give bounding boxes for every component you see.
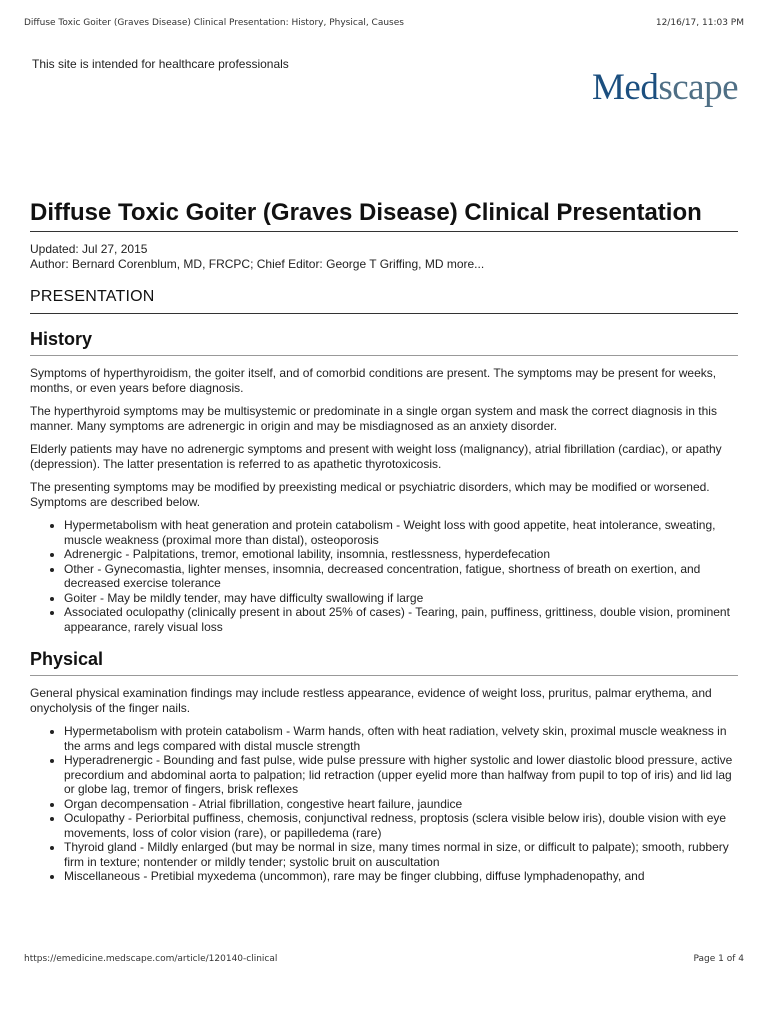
list-item: • Oculopathy - Periorbital puffiness, chemosis, conjunctival redness, proptosis (sclera visible below iris), double vision with eye movements, loss of color vision (rare), or papilledema (rare) [64,811,738,840]
list-item: • Hypermetabolism with heat generation and protein catabolism - Weight loss with good appetite, heat intolerance, sweating, muscle weakness (proximal more than distal), osteoporosis [64,518,738,547]
list-item: • Other - Gynecomastia, lighter menses, insomnia, decreased concentration, fatigue, shortness of breath on exertion, and decreased exercise tolerance [64,562,738,591]
history-paragraph: The hyperthyroid symptoms may be multisystemic or predominate in a single organ system and mask the correct diagnosis in this manner. Many symptoms are adrenergic in origin and may be misdiagnosed as an anxiety disorder. [30,404,717,433]
logo-part-med: Med [592,67,659,108]
list-item: • Goiter - May be mildly tender, may have difficulty swallowing if large [64,591,738,606]
article-content [30,198,738,888]
list-item: • Thyroid gland - Mildly enlarged (but may be normal in size, many times normal in size, or difficult to palpate); smooth, rubbery firm in texture; nontender or mildly tender; systolic bruit on auscultation [64,840,738,869]
professional-notice: This site is intended for healthcare professionals [32,57,289,71]
list-item: • Miscellaneous - Pretibial myxedema (uncommon), rare may be finger clubbing, diffuse lymphadenopathy, and [64,869,738,884]
section-divider [30,313,738,314]
physical-heading: Physical [30,649,104,669]
physical-paragraph: General physical examination findings may include restless appearance, evidence of weight loss, pruritus, palmar erythema, and onycholysis of the finger nails. [30,686,712,715]
history-symptom-list [30,518,738,634]
physical-findings-list [30,724,738,884]
print-footer [24,954,744,964]
history-paragraph: The presenting symptoms may be modified by preexisting medical or psychiatric disorders, which may be modified or worsened. Symptoms are described below. [30,480,710,509]
history-heading: History [30,329,93,349]
print-header [24,18,744,28]
print-doc-title: Diffuse Toxic Goiter (Graves Disease) Clinical Presentation: History, Physical, Causes [24,18,404,28]
logo-part-scape: scape [658,67,738,108]
print-timestamp: 12/16/17, 11:03 PM [655,18,744,28]
list-item: • Adrenergic - Palpitations, tremor, emotional lability, insomnia, restlessness, hyperdefecation [64,547,738,562]
article-title: Diffuse Toxic Goiter (Graves Disease) Clinical Presentation [30,199,702,226]
page-number: Page 1 of 4 [693,954,744,964]
history-paragraph: Elderly patients may have no adrenergic symptoms and present with weight loss (malignancy), atrial fibrillation (cardiac), or apathy (depression). The latter presentation is referred to as apathetic thyrotoxicosis. [30,442,722,471]
medscape-logo[interactable] [592,66,738,109]
title-divider [30,231,738,232]
author-line: Author: Bernard Corenblum, MD, FRCPC; Chief Editor: George T Griffing, MD more... [30,257,485,271]
history-paragraph: Symptoms of hyperthyroidism, the goiter itself, and of comorbid conditions are present. The symptoms may be present for weeks, months, or even years before diagnosis. [30,366,717,395]
list-item: • Associated oculopathy (clinically present in about 25% of cases) - Tearing, pain, puffiness, grittiness, double vision, prominent appearance, rarely visual loss [64,605,738,634]
list-item: • Organ decompensation - Atrial fibrillation, congestive heart failure, jaundice [64,797,738,812]
physical-divider [30,675,738,676]
list-item: • Hypermetabolism with protein catabolism - Warm hands, often with heat radiation, velvety skin, proximal muscle weakness in the arms and legs compared with distal muscle strength [64,724,738,753]
list-item: • Hyperadrenergic - Bounding and fast pulse, wide pulse pressure with higher systolic and lower diastolic blood pressure, active precordium and abdominal aorta to palpation; lid retraction (upper eyelid more than halfway from pupil to top of iris) and lid lag or globe lag, tremor of fingers, brisk reflexes [64,753,738,797]
print-url: https://emedicine.medscape.com/article/120140-clinical [24,954,278,964]
section-label: PRESENTATION [30,288,155,305]
history-divider [30,355,738,356]
updated-date: Updated: Jul 27, 2015 [30,242,148,256]
